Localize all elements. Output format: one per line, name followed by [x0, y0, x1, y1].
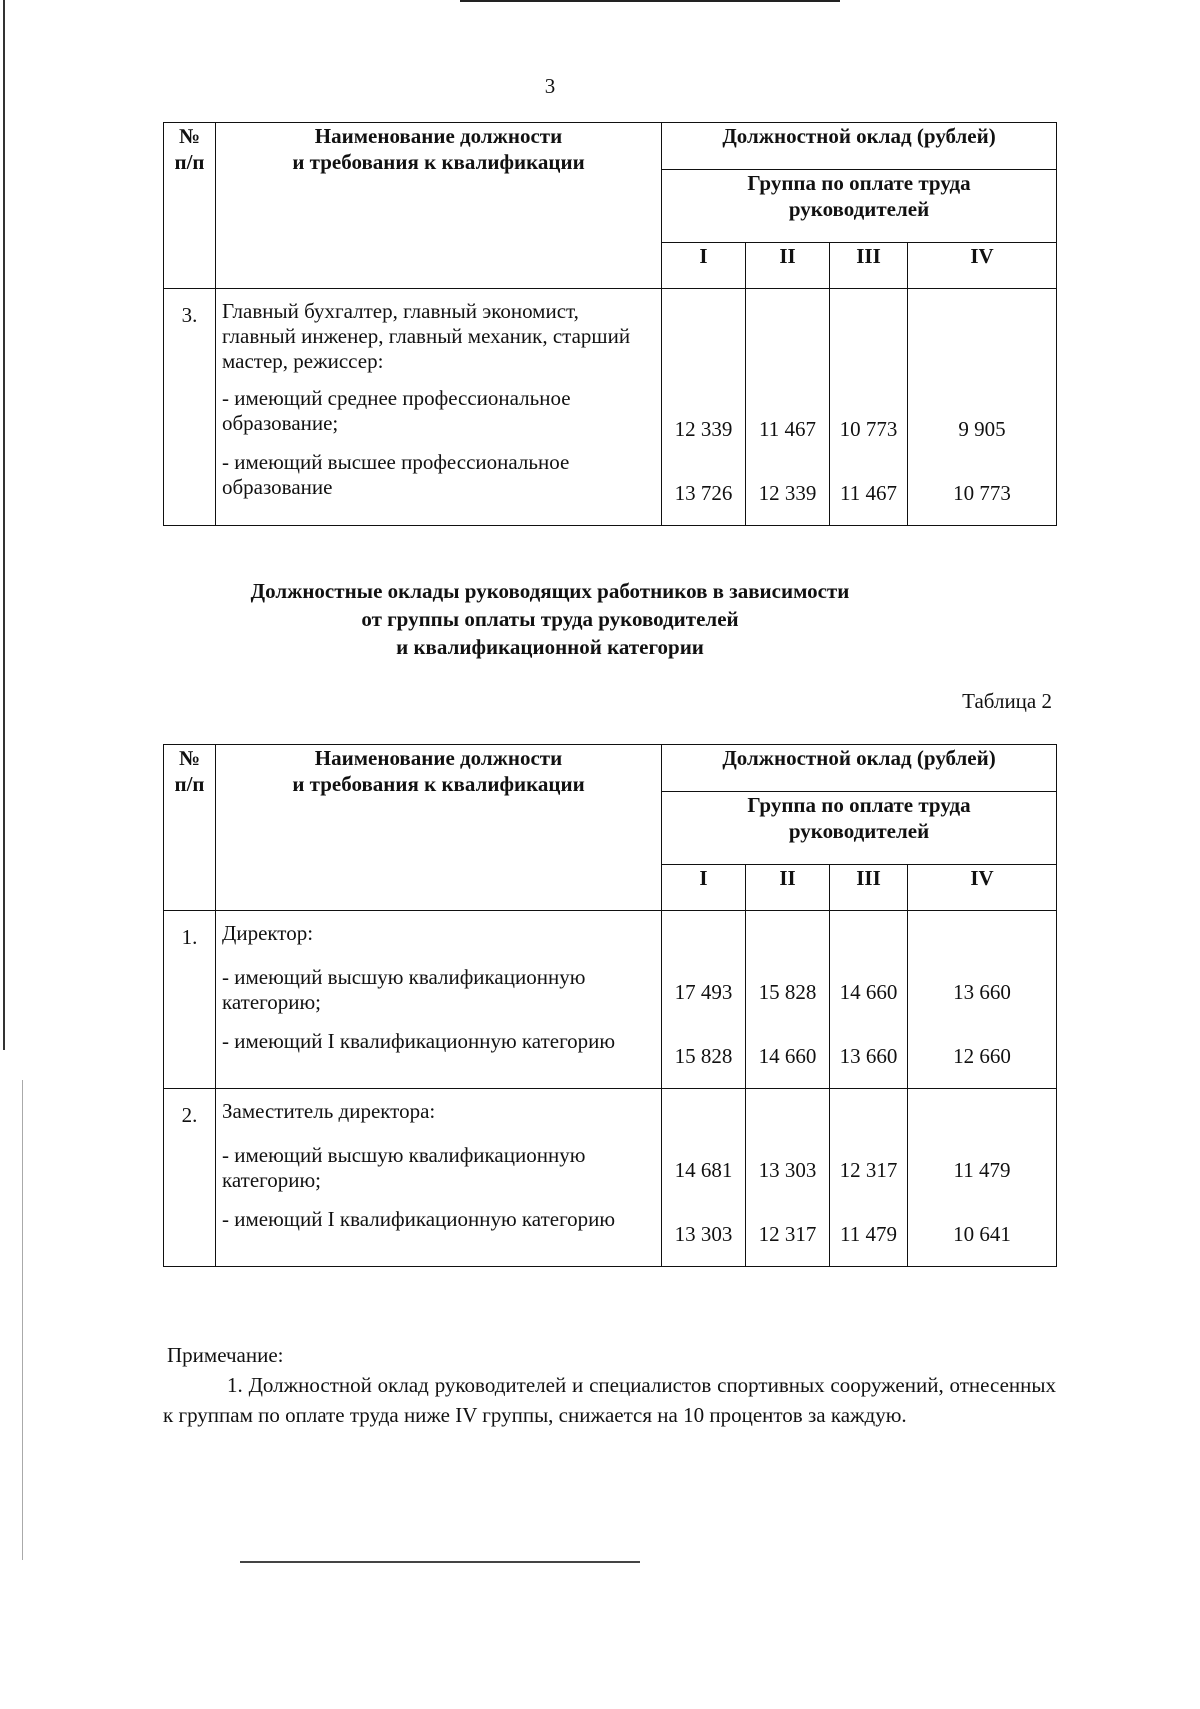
header-salary: Должностной оклад (рублей)	[662, 123, 1057, 170]
salary-value: 11 467	[840, 481, 897, 505]
scan-artifact-top	[460, 0, 840, 2]
header-grade-1: I	[662, 243, 746, 289]
position-title: Главный бухгалтер, главный экономист, главный инженер, главный механик, старший мастер, режиссер:	[222, 299, 631, 373]
requirement-item: - имеющий высшую квалификационную категорию;	[222, 1143, 586, 1192]
salary-value: 12 660	[953, 1044, 1011, 1068]
grade-2-column	[746, 289, 830, 526]
note-title: Примечание:	[167, 1343, 284, 1367]
salary-value: 10 641	[953, 1222, 1011, 1246]
header-position: Наименование должности и требования к квалификации	[216, 745, 662, 911]
requirement-item: - имеющий высшее профессиональное образование	[222, 450, 570, 499]
salary-value: 15 828	[674, 1044, 733, 1068]
salary-table-2	[163, 744, 1057, 1267]
header-grade-1: I	[662, 865, 746, 911]
salary-value: 14 660	[758, 1044, 817, 1068]
salary-table-1	[163, 122, 1057, 526]
header-grade-2: II	[746, 865, 830, 911]
header-number: № п/п	[164, 745, 216, 911]
salary-value: 13 303	[758, 1158, 817, 1182]
header-number: № п/п	[164, 123, 216, 289]
grade-4-column	[908, 289, 1057, 526]
requirement-item: - имеющий среднее профессиональное образование;	[222, 386, 571, 435]
position-cell	[216, 911, 662, 1089]
salary-value: 14 681	[674, 1158, 733, 1182]
salary-value: 13 726	[674, 481, 733, 505]
grade-1-column	[662, 289, 746, 526]
grade-2-column	[746, 911, 830, 1089]
header-grade-3: III	[830, 865, 908, 911]
salary-value: 13 660	[839, 1044, 898, 1068]
scan-artifact-left-edge-2	[22, 1080, 23, 1560]
grade-1-column	[662, 1089, 746, 1267]
header-grade-3: III	[830, 243, 908, 289]
row-number: 1.	[164, 911, 216, 1089]
grade-2-column	[746, 1089, 830, 1267]
salary-value: 10 773	[953, 481, 1011, 505]
position-title: Директор:	[222, 921, 314, 945]
salary-value: 17 493	[674, 980, 733, 1004]
section-title: Должностные оклады руководящих работников в зависимости от группы оплаты труда руководителей и квалификационной категории	[250, 579, 850, 659]
salary-value: 12 339	[674, 417, 733, 441]
grade-3-column	[830, 289, 908, 526]
salary-value: 12 339	[758, 481, 817, 505]
header-salary: Должностной оклад (рублей)	[662, 745, 1057, 792]
requirement-item: - имеющий I квалификационную категорию	[222, 1207, 616, 1231]
row-number: 2.	[164, 1089, 216, 1267]
grade-3-column	[830, 911, 908, 1089]
salary-value: 13 660	[953, 980, 1011, 1004]
grade-3-column	[830, 1089, 908, 1267]
salary-value: 12 317	[758, 1222, 817, 1246]
row-number: 3.	[164, 289, 216, 526]
grade-4-column	[908, 911, 1057, 1089]
salary-value: 15 828	[758, 980, 817, 1004]
note-text: 1. Должностной оклад руководителей и специалистов спортивных сооружений, отнесенных к группам по оплате труда ниже IV группы, снижается на 10 процентов за каждую.	[163, 1373, 1056, 1427]
header-group: Группа по оплате труда руководителей	[662, 170, 1057, 243]
salary-value: 11 479	[840, 1222, 897, 1246]
salary-value: 11 467	[759, 417, 816, 441]
page-number: 3	[544, 74, 556, 98]
position-cell	[216, 1089, 662, 1267]
salary-value: 13 303	[674, 1222, 733, 1246]
position-cell	[216, 289, 662, 526]
header-grade-2: II	[746, 243, 830, 289]
grade-1-column	[662, 911, 746, 1089]
requirement-item: - имеющий I квалификационную категорию	[222, 1029, 616, 1053]
salary-value: 12 317	[839, 1158, 898, 1182]
requirement-item: - имеющий высшую квалификационную категорию;	[222, 965, 586, 1014]
header-grade-4: IV	[908, 865, 1057, 911]
table-row	[164, 911, 1057, 1089]
table-row	[164, 289, 1057, 526]
salary-value: 11 479	[953, 1158, 1011, 1182]
salary-value: 10 773	[839, 417, 898, 441]
grade-4-column	[908, 1089, 1057, 1267]
position-title: Заместитель директора:	[222, 1099, 436, 1123]
scan-artifact-left-edge	[3, 0, 5, 1050]
salary-value: 9 905	[958, 417, 1006, 441]
header-position: Наименование должности и требования к квалификации	[216, 123, 662, 289]
header-grade-4: IV	[908, 243, 1057, 289]
header-group: Группа по оплате труда руководителей	[662, 792, 1057, 865]
table-row	[164, 1089, 1057, 1267]
scan-artifact-bottom	[240, 1561, 640, 1563]
salary-value: 14 660	[839, 980, 898, 1004]
note-block	[163, 1340, 1056, 1430]
table-2-label: Таблица 2	[962, 689, 1052, 713]
